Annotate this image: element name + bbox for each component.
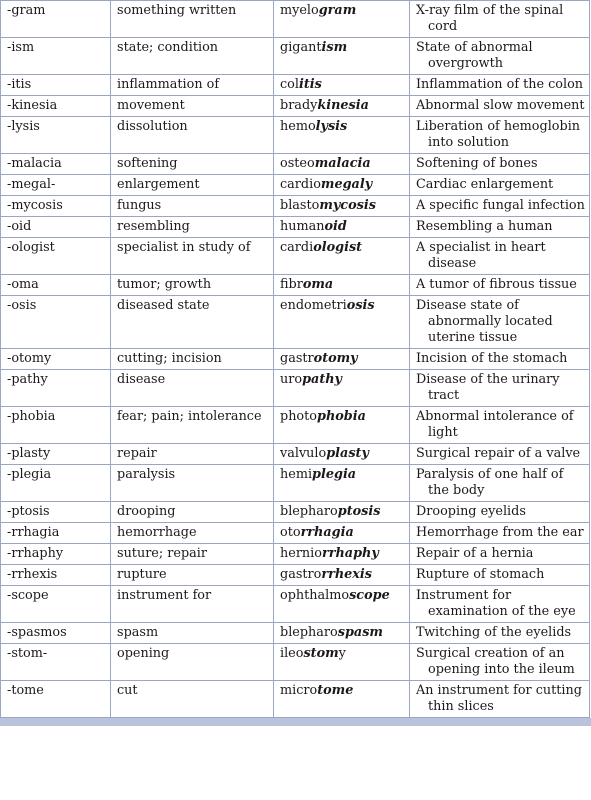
table-row — [1, 502, 590, 523]
example-cell — [274, 75, 410, 96]
example-suffix: rrhagia — [300, 525, 354, 540]
definition-text: State of abnormal overgrowth — [416, 40, 533, 71]
example-suffix: rrhaphy — [321, 546, 379, 561]
example-cell — [274, 117, 410, 154]
definition-text: Abnormal slow movement — [416, 98, 585, 113]
table-row — [1, 96, 590, 117]
table-row — [1, 175, 590, 196]
example-prefix: photo — [280, 409, 317, 424]
meaning-text: spasm — [117, 625, 159, 640]
meaning-text: opening — [117, 646, 170, 661]
suffix-cell: -rrhagia — [1, 523, 111, 544]
meaning-cell — [111, 175, 274, 196]
example-prefix: hernio — [280, 546, 322, 561]
definition-text: Inflammation of the colon — [416, 77, 584, 92]
table-row — [1, 465, 590, 502]
suffix-cell: -osis — [1, 296, 111, 349]
suffix-cell: -spasmos — [1, 623, 111, 644]
example-prefix: blasto — [280, 198, 320, 213]
example-suffix: stom — [303, 646, 339, 661]
definition-text: Liberation of hemoglobin into solution — [416, 119, 581, 150]
definition-text: Incision of the stomach — [416, 351, 568, 366]
meaning-cell — [111, 644, 274, 681]
suffix-cell: -phobia — [1, 407, 111, 444]
suffix-cell: -oid — [1, 217, 111, 238]
meaning-cell — [111, 681, 274, 718]
suffix-cell: -ologist — [1, 238, 111, 275]
definition-cell — [410, 296, 590, 349]
definition-text: Resembling a human — [416, 219, 553, 234]
example-cell — [274, 96, 410, 117]
example-suffix: ism — [321, 40, 348, 55]
example-suffix: phobia — [317, 409, 366, 424]
example-cell — [274, 154, 410, 175]
definition-text: Twitching of the eyelids — [416, 625, 572, 640]
example-cell — [274, 175, 410, 196]
definition-cell — [410, 238, 590, 275]
suffix-cell: -rrhaphy — [1, 544, 111, 565]
example-suffix: otomy — [313, 351, 358, 366]
example-prefix: valvulo — [280, 446, 327, 461]
suffix-cell: -scope — [1, 586, 111, 623]
example-prefix: uro — [280, 372, 303, 387]
table-row — [1, 623, 590, 644]
meaning-text: cut — [117, 683, 138, 698]
definition-cell — [410, 217, 590, 238]
meaning-text: fungus — [117, 198, 162, 213]
example-prefix: cardi — [280, 240, 314, 255]
definition-cell — [410, 349, 590, 370]
definition-cell — [410, 75, 590, 96]
definition-cell — [410, 275, 590, 296]
definition-text: Cardiac enlargement — [416, 177, 554, 192]
suffix-cell: -tome — [1, 681, 111, 718]
example-prefix: fibr — [280, 277, 303, 292]
meaning-text: resembling — [117, 219, 190, 234]
table-row — [1, 544, 590, 565]
definition-cell — [410, 154, 590, 175]
meaning-text: diseased state — [117, 298, 210, 313]
example-prefix: blepharo — [280, 625, 338, 640]
example-suffix: spasm — [337, 625, 383, 640]
meaning-text: state; condition — [117, 40, 219, 55]
meaning-cell — [111, 523, 274, 544]
example-cell — [274, 681, 410, 718]
definition-text: Hemorrhage from the ear — [416, 525, 584, 540]
suffix-cell: -ism — [1, 38, 111, 75]
example-prefix: osteo — [280, 156, 315, 171]
example-rest: y — [338, 646, 346, 661]
meaning-cell — [111, 349, 274, 370]
table-row — [1, 238, 590, 275]
definition-text: An instrument for cutting thin slices — [416, 683, 582, 714]
example-suffix: ologist — [313, 240, 363, 255]
suffix-cell: -plasty — [1, 444, 111, 465]
meaning-text: cutting; incision — [117, 351, 222, 366]
meaning-text: dissolution — [117, 119, 188, 134]
table-row — [1, 38, 590, 75]
meaning-cell — [111, 586, 274, 623]
definition-text: Surgical creation of an opening into the ileum — [416, 646, 575, 677]
definition-text: Disease of the urinary tract — [416, 372, 560, 403]
definition-text: X-ray film of the spinal cord — [416, 3, 564, 34]
example-prefix: brady — [280, 98, 318, 113]
meaning-cell — [111, 465, 274, 502]
meaning-cell — [111, 296, 274, 349]
table-row — [1, 349, 590, 370]
meaning-cell — [111, 275, 274, 296]
table-bottom-rule — [0, 718, 591, 726]
meaning-text: something written — [117, 3, 237, 18]
definition-cell — [410, 465, 590, 502]
example-cell — [274, 196, 410, 217]
example-prefix: gastr — [280, 351, 314, 366]
definition-text: Repair of a hernia — [416, 546, 534, 561]
example-prefix: hemi — [280, 467, 313, 482]
meaning-cell — [111, 1, 274, 38]
table-row — [1, 196, 590, 217]
table-row — [1, 565, 590, 586]
meaning-text: inflammation of — [117, 77, 220, 92]
definition-cell — [410, 38, 590, 75]
definition-cell — [410, 623, 590, 644]
table-row — [1, 444, 590, 465]
meaning-text: movement — [117, 98, 185, 113]
definition-cell — [410, 175, 590, 196]
table-row — [1, 407, 590, 444]
example-cell — [274, 38, 410, 75]
table-row — [1, 154, 590, 175]
example-cell — [274, 502, 410, 523]
meaning-text: disease — [117, 372, 166, 387]
meaning-cell — [111, 565, 274, 586]
definition-cell — [410, 586, 590, 623]
definition-cell — [410, 96, 590, 117]
suffix-cell: -lysis — [1, 117, 111, 154]
example-suffix: pathy — [302, 372, 342, 387]
table-row — [1, 586, 590, 623]
meaning-text: paralysis — [117, 467, 176, 482]
definition-text: Abnormal intolerance of light — [416, 409, 574, 440]
example-cell — [274, 370, 410, 407]
example-suffix: plasty — [326, 446, 369, 461]
table-row — [1, 644, 590, 681]
example-suffix: mycosis — [319, 198, 376, 213]
meaning-cell — [111, 544, 274, 565]
definition-cell — [410, 644, 590, 681]
suffix-cell: -malacia — [1, 154, 111, 175]
example-prefix: cardio — [280, 177, 321, 192]
example-prefix: gigant — [280, 40, 322, 55]
suffix-cell: -pathy — [1, 370, 111, 407]
definition-cell — [410, 117, 590, 154]
definition-cell — [410, 523, 590, 544]
example-suffix: osis — [346, 298, 375, 313]
example-suffix: ptosis — [337, 504, 381, 519]
example-suffix: megaly — [320, 177, 373, 192]
example-cell — [274, 444, 410, 465]
meaning-cell — [111, 75, 274, 96]
definition-text: Rupture of stomach — [416, 567, 545, 582]
example-cell — [274, 644, 410, 681]
meaning-cell — [111, 444, 274, 465]
example-cell — [274, 523, 410, 544]
meaning-text: drooping — [117, 504, 176, 519]
meaning-text: fear; pain; intolerance — [117, 409, 262, 424]
definition-cell — [410, 1, 590, 38]
suffix-cell: -oma — [1, 275, 111, 296]
meaning-cell — [111, 623, 274, 644]
example-prefix: blepharo — [280, 504, 338, 519]
example-cell — [274, 586, 410, 623]
definition-text: Softening of bones — [416, 156, 538, 171]
example-suffix: kinesia — [317, 98, 369, 113]
meaning-cell — [111, 502, 274, 523]
meaning-text: tumor; growth — [117, 277, 212, 292]
table-body — [1, 1, 590, 718]
example-prefix: micro — [280, 683, 318, 698]
suffix-cell: -plegia — [1, 465, 111, 502]
example-suffix: plegia — [312, 467, 357, 482]
definition-cell — [410, 502, 590, 523]
example-cell — [274, 544, 410, 565]
meaning-cell — [111, 196, 274, 217]
definition-cell — [410, 565, 590, 586]
definition-text: A specific fungal infection — [416, 198, 585, 213]
table-row — [1, 523, 590, 544]
suffix-cell: -ptosis — [1, 502, 111, 523]
example-cell — [274, 296, 410, 349]
definition-text: Surgical repair of a valve — [416, 446, 581, 461]
example-cell — [274, 275, 410, 296]
definition-cell — [410, 407, 590, 444]
example-suffix: oid — [324, 219, 347, 234]
meaning-cell — [111, 38, 274, 75]
definition-cell — [410, 370, 590, 407]
table-row — [1, 296, 590, 349]
example-cell — [274, 407, 410, 444]
example-suffix: rrhexis — [321, 567, 372, 582]
definition-text: Disease state of abnormally located uterine tissue — [416, 298, 553, 345]
definition-text: A specialist in heart disease — [416, 240, 546, 271]
definition-text: Instrument for examination of the eye — [416, 588, 576, 619]
definition-cell — [410, 444, 590, 465]
example-cell — [274, 238, 410, 275]
example-suffix: gram — [318, 3, 357, 18]
example-cell — [274, 623, 410, 644]
example-cell — [274, 565, 410, 586]
definition-text: A tumor of fibrous tissue — [416, 277, 577, 292]
suffix-cell: -gram — [1, 1, 111, 38]
example-suffix: oma — [302, 277, 334, 292]
table-row — [1, 75, 590, 96]
meaning-text: rupture — [117, 567, 167, 582]
meaning-text: instrument for — [117, 588, 212, 603]
definition-cell — [410, 544, 590, 565]
example-prefix: ileo — [280, 646, 304, 661]
table-row — [1, 1, 590, 38]
example-prefix: ophthalmo — [280, 588, 350, 603]
example-cell — [274, 217, 410, 238]
example-suffix: tome — [317, 683, 354, 698]
example-cell — [274, 349, 410, 370]
suffix-cell: -stom- — [1, 644, 111, 681]
definition-text: Paralysis of one half of the body — [416, 467, 564, 498]
suffix-cell: -mycosis — [1, 196, 111, 217]
example-prefix: col — [280, 77, 299, 92]
meaning-text: suture; repair — [117, 546, 207, 561]
meaning-cell — [111, 407, 274, 444]
meaning-cell — [111, 370, 274, 407]
example-prefix: myelo — [280, 3, 319, 18]
suffix-cell: -itis — [1, 75, 111, 96]
suffix-cell: -otomy — [1, 349, 111, 370]
meaning-cell — [111, 154, 274, 175]
meaning-text: softening — [117, 156, 178, 171]
example-cell — [274, 1, 410, 38]
suffix-cell: -kinesia — [1, 96, 111, 117]
suffix-cell: -rrhexis — [1, 565, 111, 586]
definition-cell — [410, 196, 590, 217]
example-prefix: human — [280, 219, 325, 234]
meaning-text: hemorrhage — [117, 525, 197, 540]
example-prefix: gastro — [280, 567, 322, 582]
meaning-text: repair — [117, 446, 157, 461]
meaning-cell — [111, 96, 274, 117]
example-prefix: endometri — [280, 298, 347, 313]
meaning-cell — [111, 117, 274, 154]
example-prefix: hemo — [280, 119, 316, 134]
table-row — [1, 275, 590, 296]
example-suffix: lysis — [315, 119, 348, 134]
meaning-cell — [111, 238, 274, 275]
table-row — [1, 681, 590, 718]
definition-cell — [410, 681, 590, 718]
definition-text: Drooping eyelids — [416, 504, 526, 519]
example-cell — [274, 465, 410, 502]
example-suffix: malacia — [314, 156, 371, 171]
suffix-cell: -megal- — [1, 175, 111, 196]
table-row — [1, 117, 590, 154]
table-row — [1, 370, 590, 407]
example-suffix: itis — [298, 77, 322, 92]
example-suffix: scope — [349, 588, 390, 603]
meaning-text: specialist in study of — [117, 240, 251, 255]
meaning-text: enlargement — [117, 177, 200, 192]
table-row — [1, 217, 590, 238]
example-prefix: oto — [280, 525, 301, 540]
meaning-cell — [111, 217, 274, 238]
